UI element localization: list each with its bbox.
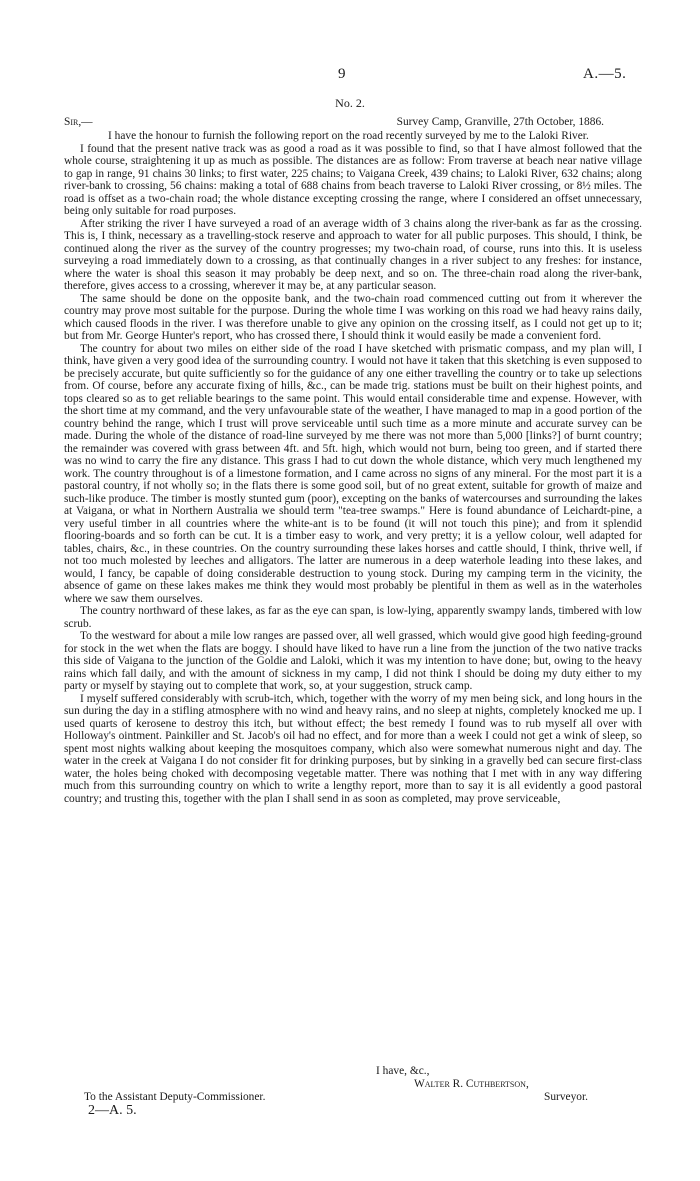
paragraph: I have the honour to furnish the following report on the road recently surveyed by me to the Laloki River.	[108, 130, 589, 142]
salutation: Sir,—	[64, 116, 93, 128]
salutation-line	[64, 116, 604, 130]
document-number: No. 2.	[335, 96, 365, 110]
signature: Walter R. Cuthbertson,	[414, 1078, 529, 1090]
dateline: Survey Camp, Granville, 27th October, 1886.	[396, 116, 604, 128]
paragraph: The country for about two miles on either side of the road I have sketched with prismatic compass, and my plan will, I think, have given a very good idea of the surrounding country. I would not have it taken that this sketching is even supposed to be precisely accurate, but quite sufficiently so for the guidance of any one either travelling the country or to take up selections from. Of course, before any accurate fixing of hills, &c., can be made trig. stations must be built on their highest points, and tops cleared so as to get reliable bearings to the same point. This would entail considerable time and expense. However, with the short time at my command, and the very unfavourable state of the weather, I have managed to map in a good portion of the country behind the range, which I trust will prove serviceable until such time as a more minute and accurate survey can be made. During the whole of the distance of road-line surveyed by me there was not more than 5,000 [links?] of burnt country; the remainder was covered with grass between 4ft. and 5ft. high, which would not burn, being too green, and if started there was no wind to carry the fire any distance. This grass I had to cut down the whole distance, which very much lengthened my work. The country throughout is of a limestone formation, and I came across no signs of any mineral. For the most part it is a pastoral country, if not wholly so; in the flats there is some good soil, but of no great extent, suitable for growth of maize and such-like produce. The timber is mostly stunted gum (poor), excepting on the banks of watercourses and surrounding the lakes at Vaigana, or what in Northern Australia we should term "tea-tree swamps." Here is found abundance of Leichardt-pine, a very useful timber in all countries where the white-ant is to be found (it will not touch this pine); and from it splendid flooring-boards and so forth can be cut. It is a timber easy to work, and very pretty; it is a yellow colour, well adapted for tables, chairs, &c., in these countries. On the country surrounding these lakes horses and cattle should, I think, thrive well, if not too much molested by leeches and alligators. The latter are numerous in a deep waterhole leading into these lakes, and would, I fancy, be capable of doing considerable destruction to young stock. During my camping term in the vicinity, the absence of game on these lakes makes me think they would most probably be plentiful in them as well as in the waterholes where we saw them ourselves.	[64, 342, 642, 605]
addressee: To the Assistant Deputy-Commissioner.	[84, 1091, 266, 1103]
paragraph: I myself suffered considerably with scrub-itch, which, together with the worry of my men being sick, and long hours in the sun during the day in a stifling atmosphere with no wind and heavy rains, and no sleep at nights, completely knocked me up. I used quarts of kerosene to destroy this itch, but without effect; the best remedy I found was to rub myself all over with Holloway's ointment. Painkiller and St. Jacob's oil had no effect, and for more than a week I could not get a wink of sleep, so spent most nights walking about keeping the mosquitoes company, which also were somewhat numerous night and day. The water in the creek at Vaigana I do not consider fit for drinking purposes, but by sinking in a gravelly bed can secure first-class water, the holes being choked with decomposing vegetable matter. There was nothing that I met with in any way differing much from this surrounding country on which to write a lengthy report, more than to say it is all evidently a good pastoral country; and trusting this, together with the plan I shall send in as soon as completed, may prove serviceable,	[64, 692, 642, 805]
document-reference: A.—5.	[583, 66, 627, 82]
paragraph: The same should be done on the opposite bank, and the two-chain road commenced cutting out from it wherever the country may prove most suitable for the purpose. During the whole time I was working on this road we had heavy rains daily, which caused floods in the river. I was therefore unable to give any opinion on the crossing itself, as I could not get up to it; but from Mr. George Hunter's report, who has crossed there, I should think it would easily be made a convenient ford.	[64, 292, 642, 342]
paragraph: The country northward of these lakes, as far as the eye can span, is low-lying, apparently swampy lands, timbered with low scrub.	[64, 605, 642, 630]
signatory-title: Surveyor.	[544, 1091, 588, 1103]
page-header	[0, 66, 700, 86]
letter-closing	[64, 1065, 642, 1103]
paragraph: After striking the river I have surveyed a road of an average width of 3 chains along the river-bank as far as the crossing. This is, I think, necessary as a travelling-stock reserve and approach to water for all public purposes. This should, I think, be continued along the river as the survey of the country progresses; my two-chain road, of course, runs into this. It is useless surveying a road immediately down to a crossing, as that continually changes in a river subject to any freshes: for instance, where the water is shoal this season it may probably be deep next, and so on. The three-chain road along the river-bank, therefore, gives access to a crossing, wherever it may be, at any particular season.	[64, 217, 642, 292]
paragraph: To the westward for about a mile low ranges are passed over, all well grassed, which would give good high feeding-ground for stock in the wet when the flats are boggy. I should have liked to have run a line from the junction of the two native tracks this side of Vaigana to the junction of the Goldie and Laloki, which it was my intention to have done; but, owing to the heavy rains which fall daily, and with the amount of sickness in my camp, I did not think I should be doing my duty either to my party or myself by staying out to complete that work, so, at your suggestion, struck camp.	[64, 630, 642, 692]
closing-formula: I have, &c.,	[376, 1065, 430, 1077]
page-number: 9	[338, 66, 346, 82]
footer-reference: 2—A. 5.	[88, 1103, 137, 1118]
letter-body	[64, 130, 642, 805]
paragraph: I found that the present native track was as good a road as it was possible to find, so that I have almost followed that the whole course, straightening it up as much as possible. The distances are as follow: From traverse at beach near native village to gap in range, 91 chains 30 links; to first water, 225 chains; to Vaigana Creek, 439 chains; to Laloki River, 632 chains; along river-bank to crossing, 56 chains: making a total of 688 chains from beach traverse to Laloki River crossing, or 8½ miles. The road is offset as a two-chain road; the whole distance excepting crossing the range, where I considered an offset unnecessary, being only suitable for road purposes.	[64, 142, 642, 217]
